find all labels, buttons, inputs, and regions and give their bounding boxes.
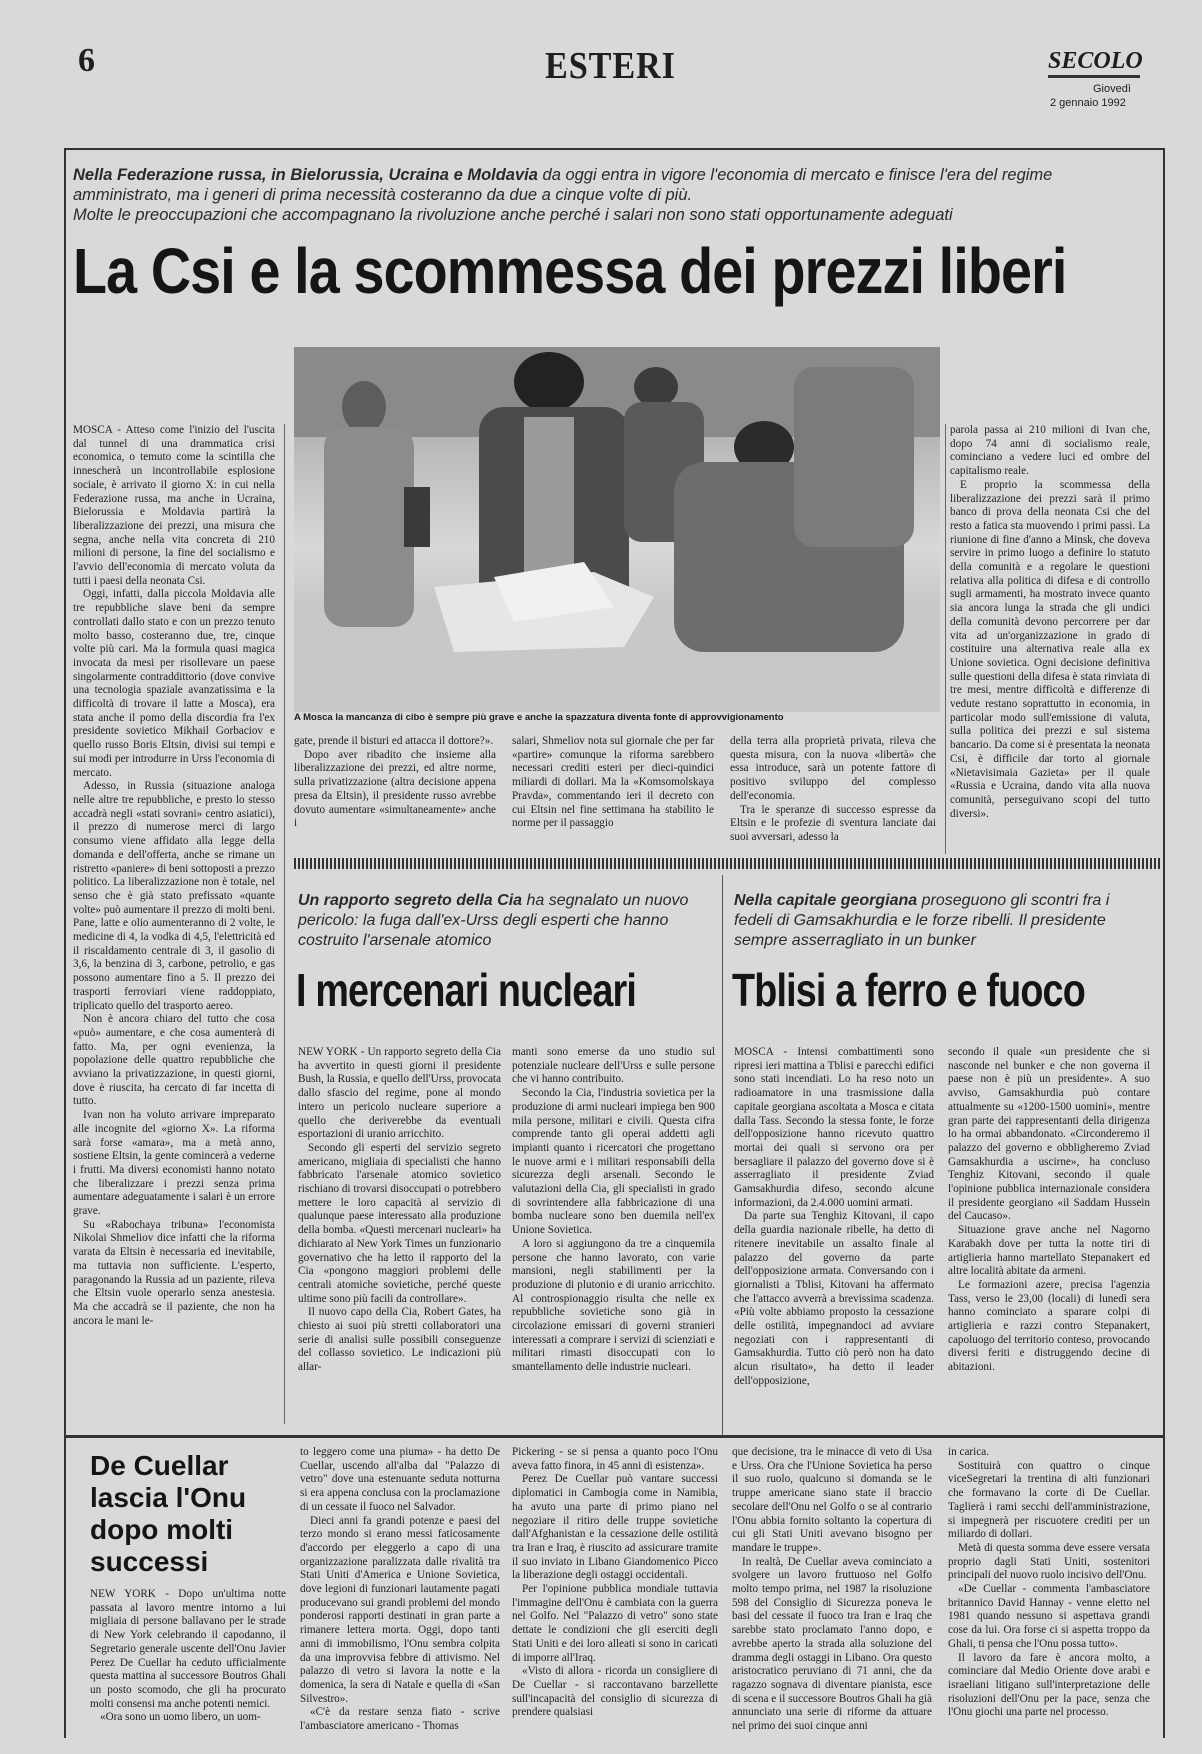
cuellar-headline-line: lascia l'Onu <box>90 1482 247 1513</box>
lead-col5-para: parola passa ai 210 milioni di Ivan che, dopo 74 anni di socialismo reale, cominciano a vedere luci ed ombre del capitalismo reale. <box>950 424 1150 478</box>
cuellar-col5-para: Il lavoro da fare è ancora molto, a cominciare dal Medio Oriente dove arabi e israeliani litigano sull'interpretazione delle risoluzioni dell'Onu per la pace, senza che l'Onu giochi una parte nel processo. <box>948 1651 1150 1719</box>
lead-photo <box>294 347 940 712</box>
tbilisi-column-1 <box>734 1046 934 1426</box>
cia-col2-para: manti sono emerse da uno studio sul potenziale nucleare dell'Urss e sulle persone che vi hanno contribuito. <box>512 1046 715 1086</box>
lead-col2-para: gate, prende il bisturi ed attacca il dottore?». <box>294 735 494 747</box>
cuellar-col2-para: to leggero come una piuma» - ha detto De Cuellar, uscendo all'alba dal "Palazzo di vetro" dove una estenuante seduta notturna si era appena conclusa con la proclamazione di un cessate il fuoco nel Salvador. <box>300 1446 500 1513</box>
lead-column-3 <box>512 735 714 851</box>
section-separator-band <box>294 858 1162 869</box>
lead-col1-para: Adesso, in Russia (situazione analoga nelle altre tre repubbliche, e presto lo stesso accadrà negli «stati sovrani» centro asiatici), il prezzo di numerose merci di largo consumo viene affidato alla legge della domanda e dell'offerta, anche se rimane un ristretto «paniere» di beni sottoposti a prezzo politico. La liberalizzazione non è totale, nel senso che è già stato prefissato «quante volte» può aumentare il prezzo di molti beni. Pane, latte e olio aumenteranno di 2 volte, le medicine di 4, la vodka di 4,5, l'elettricità ed il riscaldamento centrale di 3, il gasolio di 3,6, la benzina di 3, carbone, petrolio, e gas possono aumentare fino a 5. Il prezzo dei trasporti ferroviari viene raddoppiato, triplicato quello del trasporto aereo. <box>73 780 275 1012</box>
frame-top <box>64 148 1164 150</box>
cuellar-column-5 <box>948 1446 1150 1734</box>
cia-col2-para: A loro si aggiungono da tre a cinquemila persone che hanno lavorato, con varie mansioni, negli stabilimenti per la produzione di plutonio e di uranio arricchito. Al controspionaggio risulta che nelle ex repubbliche sovietiche sono già in circolazione emissari di governi stranieri interessati a comprare i servizi di scienziati e militari rimasti disoccupati con lo smantellamento delle industrie nucleari. <box>512 1237 715 1374</box>
cuellar-headline-line: dopo molti <box>90 1514 234 1545</box>
tbilisi-col2-para: secondo il quale «un presidente che si nasconde nel bunker e che non governa il paese non è più un presidente». A suo avviso, Gamsakhurdia può contare attualmente su «1200-1500 uomini», mentre gran parte dei rappresentanti della dirigenza lo ha ormai abbandonato. «Circonderemo il palazzo del governo e obbligheremo Zviad Gamsakhurdia a uscirne», ha concluso Tenghiz Kitovani, secondo il quale l'opinione pubblica internazionale considera il presidente georgiano «il Saddam Hussein del Caucaso». <box>948 1046 1150 1223</box>
cia-col2-para: Secondo la Cia, l'industria sovietica per la produzione di armi nucleari impiega ben 900 mila persone, militari e civili. Questa cifra comprende tanto gli operai addetti agli impianti quanto i ricercatori che progettano le nuove armi e i militari responsabili della sicurezza degli arsenali. Secondo le valutazioni della Cia, gli specialisti in grado di sovrintendere alla fabbricazione di una bomba nucleare sono ben duemila nell'ex Unione Sovietica. <box>512 1087 715 1237</box>
article-divider <box>722 875 723 1435</box>
lead-col5-para: E proprio la scommessa della liberalizzazione dei prezzi sarà il primo banco di prova della neonata Csi che del resto a fatica sta muovendo i primi passi. La riunione di fine d'anno a Minsk, che doveva servire in primo luogo a definire lo statuto della comunità e a regolare le questioni relativa alla politica di difesa e di controllo sugli armamenti, ha mostrato invece quanto sia ancora lunga la strada che gli undici della comunità devono percorrere per dar vita ad un'organizzazione in grado di costituire una alternativa reale alla ex Unione sovietica. Ogni decisione definitiva sulle questioni della difesa è stata rinviata di tre mesi, mentre difficoltà e differenze di vedute restano soprattutto in economia, in particolar modo sull'emissione di valuta, sulla politica dei prezzi e sul sistema bancario. Da come si è presentata la neonata Csi, è difficile dar torto al giornale «Nietavisimaia Gazieta» per il quale «Russia e Ucraina, dando vita alla nuova comunità, perseguivano scopi del tutto diversi». <box>950 478 1150 820</box>
lead-headline: La Csi e la scommessa dei prezzi liberi <box>73 235 1067 307</box>
cia-col1-para: NEW YORK - Un rapporto segreto della Cia ha avvertito in questi giorni il presidente Bush, la Russia, e quello dell'Urss, provocata dallo sfascio del regime, pone al mondo intero un pericolo nucleare superiore a quello che deriverebbe da eventuali esportazioni di uranio arricchito. <box>298 1046 501 1141</box>
tbilisi-kicker-bold: Nella capitale georgiana <box>734 892 918 909</box>
lead-col-divider <box>284 424 285 1424</box>
cuellar-col2-para: «C'è da restare senza fiato - scrive l'ambasciatore americano - Thomas <box>300 1706 500 1733</box>
page-number: 6 <box>78 42 95 79</box>
cuellar-col1-para: «Ora sono un uomo libero, un uom- <box>100 1711 261 1724</box>
tbilisi-headline: Tblisi a ferro e fuoco <box>732 964 1085 1016</box>
lead-col4-para: della terra alla proprietà privata, rileva che questa misura, con la nuova «libertà» che essa introduce, sarà un potente fattore di positivo sviluppo del complesso dell'economia. <box>730 735 936 802</box>
cuellar-col3-para: Per l'opinione pubblica mondiale tuttavia l'immagine dell'Onu è cambiata con la guerra nel Golfo. Nel "Palazzo di vetro" sono state dettate le condizioni che gli eserciti degli Stati Uniti e dei loro alleati si sono in caricati di imporre all'Iraq. <box>512 1583 718 1664</box>
lead-column-1 <box>73 424 275 1444</box>
lead-column-2 <box>294 735 496 851</box>
cuellar-headline <box>90 1450 246 1578</box>
lead-col-divider <box>945 424 946 854</box>
lead-column-5 <box>950 424 1150 852</box>
lead-kicker <box>73 165 1143 225</box>
photo-caption: A Mosca la mancanza di cibo è sempre più grave e anche la spazzatura diventa fonte di approvvigionamento <box>294 712 784 723</box>
lead-col1-para: Ivan non ha voluto arrivare impreparato alle incognite del «giorno X». La riforma sarà forse «amara», ma a metà anno, sostiene Eltsin, la gente comincerà a vederne i frutti. Ma diversi economisti hanno notato che liberalizzare i prezzi senza prima aumentare adeguatamente i salari è un errore grave. <box>73 1109 275 1218</box>
bottom-section-rule <box>64 1435 1164 1438</box>
tbilisi-col1-para: Da parte sua Tenghiz Kitovani, il capo della guardia nazionale ribelle, ha detto di ritenere inevitabile un assalto finale al palazzo del governo da parte dell'opposizione armata. Conversando con i giornalisti a Tblisi, Kitovani ha affermato che l'attacco avverrà a brevissima scadenza. «Più volte abbiamo proposto la cessazione delle ostilità, impegnandoci ad avviare negoziati con i rappresentanti di Gamsakhurdia. Tutto ciò però non ha dato alcun risultato», ha detto il leader dell'opposizione, <box>734 1210 934 1387</box>
cuellar-col5-para: in carica. <box>948 1446 989 1458</box>
lead-col4-para: Tra le speranze di successo espresse da Eltsin e le profezie di sventura lanciate dai suoi avversari, adesso la <box>730 803 936 843</box>
cia-col1-para: Il nuovo capo della Cia, Robert Gates, ha chiesto ai suoi più stretti collaboratori una serie di analisi sulle possibili conseguenze del collasso sovietico. Le indicazioni più allar- <box>298 1306 501 1374</box>
tbilisi-column-2 <box>948 1046 1150 1426</box>
section-title: ESTERI <box>545 45 676 87</box>
cuellar-headline-line: successi <box>90 1546 209 1577</box>
cuellar-col3-para: Pickering - se si pensa a quanto poco l'Onu aveva fatto finora, in 45 anni di esistenza». <box>512 1446 718 1472</box>
cuellar-column-2 <box>300 1446 500 1734</box>
cuellar-col4-para: In realtà, De Cuellar aveva cominciato a svolgere un lavoro fruttuoso nel Golfo molto tempo prima, nel 1987 la risoluzione 598 del Consiglio di Sicurezza poneva le basi del cessate il fuoco tra Iran e Iraq che sarebbe stato proclamato l'anno dopo, e avrebbe aperto la strada alla soluzione del dramma degli ostaggi in Libano. Ora questo aristocratico peruviano di 71 anni, che da ragazzo sognava di diventare pianista, esce di scena e il successore Boutros Ghali ha già annunciato una serie di riforme da attuare nel primo dei suoi cinque anni <box>732 1555 932 1733</box>
cuellar-col5-para: «De Cuellar - commenta l'ambasciatore britannico David Hannay - venne eletto nel 1981 quando nessuno si aspettava grandi cose da lui. Ora forse ci si aspetta troppo da Ghali, ti pensa che l'Onu possa tutto». <box>948 1583 1150 1650</box>
tbilisi-col2-para: Situazione grave anche nel Nagorno Karabakh dove per tutta la notte tiri di artiglieria hanno martellato Stepanakert ed altre località abitate da armeni. <box>948 1224 1150 1278</box>
cuellar-column-1 <box>90 1588 286 1734</box>
cia-kicker-text: ha segnalato un nuovo pericolo: la fuga dall'ex-Urss degli esperti che hanno costruito l'arsenale atomico <box>298 892 689 949</box>
newspaper-logo: SECOLO <box>1048 48 1143 74</box>
cuellar-col5-para: Metà di questa somma deve essere versata proprio dagli Stati Uniti, sostenitori principali del nuovo ruolo incisivo dell'Onu. <box>948 1541 1150 1582</box>
cia-column-2 <box>512 1046 715 1426</box>
cuellar-column-4 <box>732 1446 932 1734</box>
cuellar-column-3 <box>512 1446 718 1734</box>
tbilisi-col2-para: Le formazioni azere, precisa l'agenzia Tass, verso le 23,00 (locali) di lunedì sera hanno cominciato a sparare colpi di artiglieria e razzi contro Stepanakert, capoluogo del territorio conteso, provocando diversi feriti e distruggendo decine di abitazioni. <box>948 1278 1150 1374</box>
cia-kicker-bold: Un rapporto segreto della Cia <box>298 892 523 909</box>
frame-left <box>64 148 66 1738</box>
lead-kicker-bold: Nella Federazione russa, in Bielorussia, Ucraina e Moldavia <box>73 166 538 184</box>
issue-day: Giovedì <box>1093 83 1131 95</box>
cuellar-col1-para: NEW YORK - Dopo un'ultima notte passata al lavoro mentre intorno a lui migliaia di persone ballavano per le strade di New York celebrando il capodanno, il Segretario generale uscente dell'Onu Javier Perez De Cuellar ha ceduto ufficialmente questa mattina al successore Boutros Ghali un posto scomodo, che gli ha procurato molti consensi ma anche potenti nemici. <box>90 1588 286 1710</box>
cia-col1-para: Secondo gli esperti del servizio segreto americano, migliaia di specialisti che hanno fabbricato l'arsenale atomico sovietico rischiano di trovarsi disoccupati o potrebbero mettere le loro capacità al servizio di qualunque paese interessato alla produzione della bomba. «Questi mercenari nucleari» ha dichiarato al New York Times un funzionario governativo che ha letto il rapporto del la Cia «pongono maggiori problemi delle centrali atomiche sovietiche, perché queste ultime sono più facili da controllare». <box>298 1141 501 1305</box>
frame-right <box>1163 148 1165 1738</box>
lead-kicker-text: da oggi entra in vigore l'economia di mercato e finisce l'era del regime amministrato, ma i generi di prima necessità costeranno da due a cinque volte di più. <box>73 166 1053 204</box>
tbilisi-col1-para: MOSCA - Intensi combattimenti sono ripresi ieri mattina a Tblisi e parecchi edifici sono stati incendiati. Lo ha reso noto un radioamatore in una trasmissione dalla capitale georgiana ascoltata a Mosca e citata dalla Tass. Secondo la stessa fonte, le forze dell'opposizione hanno ricevuto quattro mortai dei quali si servono ora per bersagliare il palazzo del governo dove si è asserragliato il presidente Zviad Gamsakhurdia difeso, secondo alcune informazioni, da 2.4.000 uomini armati. <box>734 1046 934 1209</box>
cuellar-col4-para: que decisione, tra le minacce di veto di Usa e Urss. Ora che l'Unione Sovietica ha perso il suo ruolo, qualcuno si domanda se le truppe americane siano state il braccio secolare dell'Onu nel Golfo o se al contrario l'Onu abbia fornito soltanto la copertura di cui gli Stati Uniti avevano bisogno per mandare le truppe». <box>732 1446 932 1554</box>
tbilisi-kicker-text: proseguono gli scontri fra i fedeli di Gamsakhurdia e le forze ribelli. Il presidente sempre asserragliato in un bunker <box>734 892 1110 949</box>
tbilisi-kicker <box>734 891 1134 951</box>
issue-date: 2 gennaio 1992 <box>1050 97 1126 109</box>
cia-kicker <box>298 891 698 951</box>
cia-headline: I mercenari nucleari <box>296 964 637 1016</box>
cuellar-col2-para: Dieci anni fa grandi potenze e paesi del terzo mondo si erano messi faticosamente d'accordo per eleggerlo a capo di una organizzazione paralizzata dalle rivalità tra Stati Uniti d'America e Unione Sovietica, dove legioni di funzionari lautamente pagati producevano sui grandi problemi del mondo ponderosi rapporti destinati in gran parte a rimanere lettera morta. Oggi, dopo tanti anni di immobilismo, l'Onu sembra colpita da una improvvisa febbre di attivismo. Nel palazzo di vetro si lavora la notte e la domenica, la sera di Natale e quella di «San Silvestro». <box>300 1514 500 1705</box>
photo-figures-image <box>294 347 940 712</box>
lead-column-4 <box>730 735 936 851</box>
lead-col1-para: Su «Rabochaya tribuna» l'economista Nikolai Shmeliov dice infatti che la riforma varata da Eltsin è necessaria ed inevitabile, ma tuttavia non sufficiente. L'esperto, paragonando la Russia ad un paziente, rileva che Eltsin vuole operarlo senza anestesia. Ma che accadrà se il paziente, che non ha ancora le mani le- <box>73 1218 275 1327</box>
lead-kicker-line2: Molte le preoccupazioni che accompagnano la rivoluzione anche perché i salari non sono stati opportunamente adeguati <box>73 206 953 224</box>
cuellar-col3-para: Perez De Cuellar può vantare successi diplomatici in Cambogia come in Namibia, ha avuto una parte di primo piano nel negoziare il ritiro delle truppe sovietiche dall'Afghanistan e la cessazione delle ostilità tra Iran e Iraq, è riuscito ad assicurare tramite il suo inviato in Libano Giandomenico Picco la liberazione degli ostaggi occidentali. <box>512 1473 718 1582</box>
lead-col3-para: salari, Shmeliov nota sul giornale che per far «partire» comunque la riforma sarebbero necessari crediti esteri per dieci-quindici miliardi di dollari. Ma la «Komsomolskaya Pravda», commentando ieri il decreto con cui Eltsin nel fine settimana ha stabilito le norme per il passaggio <box>512 735 714 830</box>
cuellar-col3-para: «Visto di allora - ricorda un consigliere di De Cuellar - si raccontavano barzellette sull'incapacità del consiglio di sicurezza di prendere qualsiasi <box>512 1665 718 1719</box>
lead-col2-para: Dopo aver ribadito che insieme alla liberalizzazione dei prezzi, ed altre norme, sulla privatizzazione (altra decisione appena presa da Eltsin), il presidente russo avrebbe dovuto aumentare «simultaneamente» anche i <box>294 748 496 830</box>
cuellar-headline-line: De Cuellar <box>90 1450 229 1481</box>
cia-column-1 <box>298 1046 501 1426</box>
lead-col1-para: Oggi, infatti, dalla piccola Moldavia alle tre repubbliche slave beni da sempre controllati dallo stato e con un prezzo tenuto molto basso, costeranno due, tre, cinque volte più cari. Ma la formula quasi magica invocata da mesi per risollevare un paese singolarmente contraddittorio (dove convive una tecnologia spaziale avanzatissima e la difficoltà di trovare il latte a Mosca), era stata anche il pomo della discordia fra l'ex presidente sovietico Mikhail Gorbaciov e quello russo Boris Eltsin, divisi sui tempi e sui modi per introdurre in Urss l'economia di mercato. <box>73 588 275 779</box>
lead-col1-para: Non è ancora chiaro del tutto che cosa «può» aumentare, e che cosa aumenterà di fatto. Ma, per ogni evenienza, la popolazione delle quattro repubbliche che avviano la privatizzazione, in questi giorni, dove è riuscita, ha cercato di far incetta di tutto. <box>73 1013 275 1108</box>
logo-underline <box>1048 75 1140 78</box>
lead-col1-para: MOSCA - Atteso come l'inizio del l'uscita dal tunnel di una drammatica crisi economica, o temuto come la scintilla che innescherà un incontrollabile esplosione sociale, è arrivato il giorno X: in cui nella Federazione russa, ma anche in Ucraina, Bielorussia e Moldavia partirà la liberalizzazione dei prezzi, una misura che segna, anche nella vita concreta di 210 milioni di persone, la fine del socialismo e l'avvio dell'economia di mercato voluta da tutti i paesi della neonata Csi. <box>73 424 275 587</box>
cuellar-col5-para: Sostituirà con quattro o cinque viceSegretari la trentina di alti funzionari che formavano la corte di De Cuellar. Taglierà i rami secchi dell'amministrazione, si impegnerà per riscuotere crediti per un miliardo di dollari. <box>948 1459 1150 1541</box>
